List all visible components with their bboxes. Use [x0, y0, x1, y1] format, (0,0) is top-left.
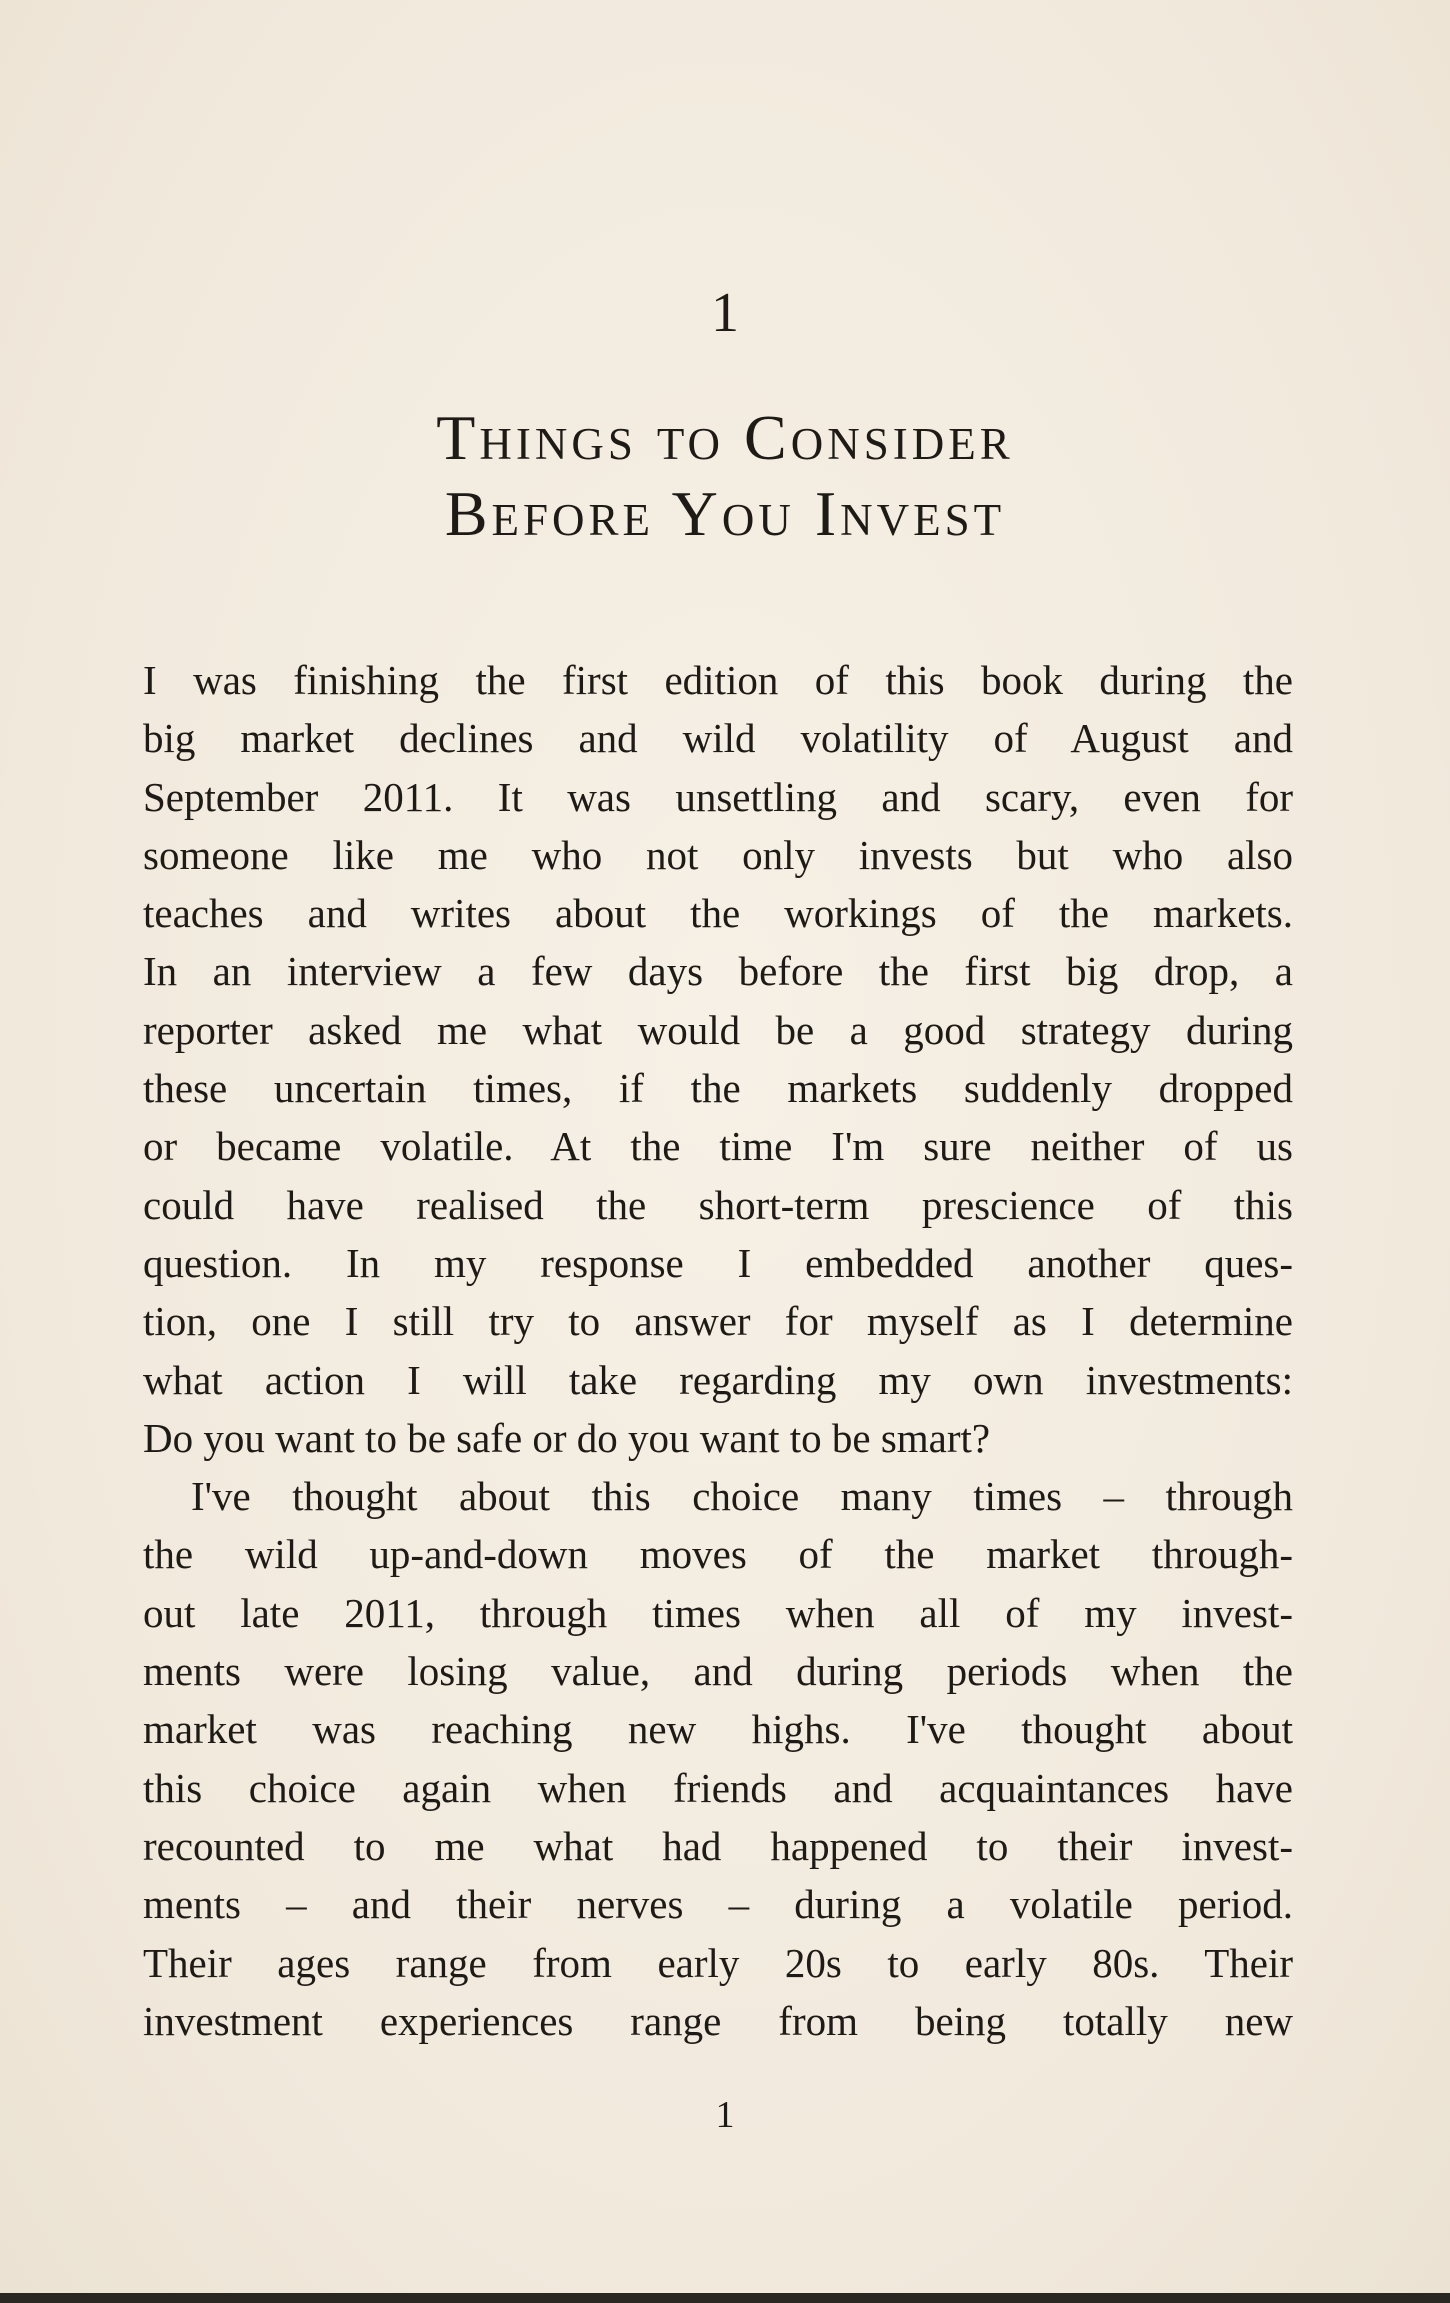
paragraph-1	[143, 651, 1293, 1467]
text-line: or became volatile. At the time I'm sure neither of us	[143, 1123, 1293, 1170]
text-line: the wild up-and-down moves of the market through-	[143, 1531, 1293, 1578]
scan-edge	[0, 2293, 1450, 2303]
text-line: I've thought about this choice many times – through	[191, 1473, 1293, 1520]
chapter-title-line-1: Things to Consider	[436, 402, 1014, 473]
text-line: ments – and their nerves – during a volatile period.	[143, 1881, 1293, 1928]
text-line: could have realised the short-term prescience of this	[143, 1181, 1293, 1228]
text-line: someone like me who not only invests but who also	[143, 831, 1293, 878]
chapter-title	[0, 400, 1450, 552]
text-line: investment experiences range from being totally new	[143, 1997, 1293, 2044]
text-line: teaches and writes about the workings of the markets.	[143, 890, 1293, 937]
text-line: Do you want to be safe or do you want to be smart?	[143, 1414, 991, 1461]
text-line: reporter asked me what would be a good strategy during	[143, 1006, 1293, 1053]
text-line: Their ages range from early 20s to early 80s. Their	[143, 1939, 1293, 1986]
text-line: ments were losing value, and during periods when the	[143, 1648, 1293, 1695]
text-line: market was reaching new highs. I've thought about	[143, 1706, 1293, 1753]
chapter-number: 1	[711, 282, 739, 344]
text-line: big market declines and wild volatility of August and	[143, 715, 1293, 762]
chapter-title-line-2: Before You Invest	[444, 478, 1006, 549]
page-number: 1	[715, 2094, 735, 2136]
body-text	[143, 651, 1293, 2050]
text-line: question. In my response I embedded another ques-	[143, 1239, 1293, 1286]
paragraph-2	[143, 1467, 1293, 2050]
text-line: what action I will take regarding my own investments:	[143, 1356, 1293, 1403]
text-line: tion, one I still try to answer for myself as I determine	[143, 1298, 1293, 1345]
text-line: September 2011. It was unsettling and scary, even for	[143, 773, 1293, 820]
text-line: out late 2011, through times when all of my invest-	[143, 1589, 1293, 1636]
text-line: these uncertain times, if the markets suddenly dropped	[143, 1065, 1293, 1112]
text-line: In an interview a few days before the first big drop, a	[143, 948, 1293, 995]
text-line: I was finishing the first edition of this book during the	[143, 657, 1293, 703]
text-line: recounted to me what had happened to their invest-	[143, 1822, 1293, 1869]
text-line: this choice again when friends and acquaintances have	[143, 1764, 1293, 1811]
